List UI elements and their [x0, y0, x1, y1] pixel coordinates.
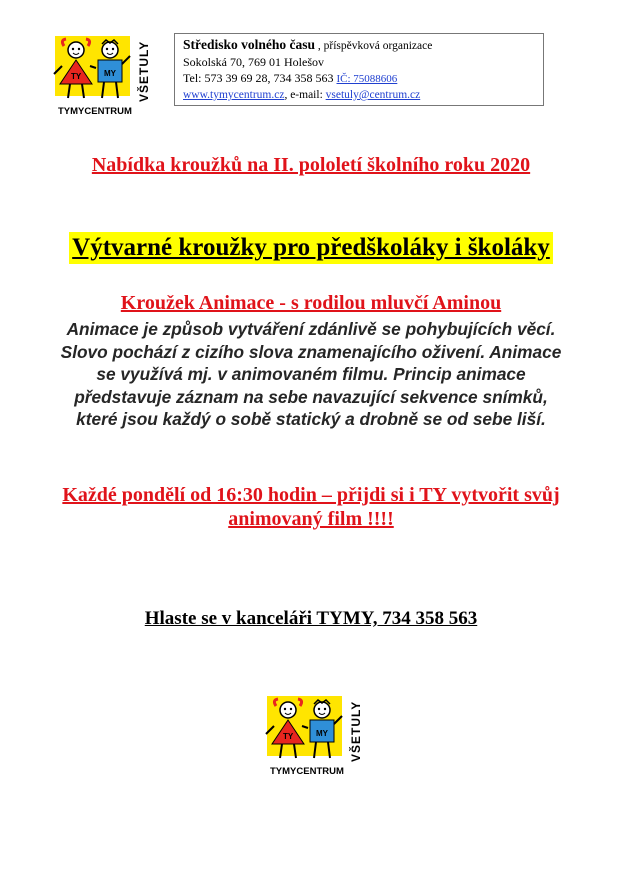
logo-bottom-text: TYMYCENTRUM [58, 106, 132, 117]
offer-title: Nabídka kroužků na II. pololetí školního roku 2020 [91, 154, 531, 176]
phone-line [183, 70, 535, 87]
email-link[interactable]: vsetuly@centrum.cz [325, 89, 421, 101]
logo-side-text: VŠETULY [349, 700, 363, 762]
tymycentrum-logo-bottom [262, 690, 370, 780]
course-description: Animace je způsob vytváření zdánlivě se pohybujících věcí. Slovo pochází z cizího slova znamenajícího oživení. Animace se využívá mj. v animovaném filmu. Princip animace představuje záznam na sebe navazující sekvence snímků, které jsou každý o sobě statický a drobně se od sebe liší. [60, 319, 562, 430]
org-name: Středisko volného času [183, 37, 316, 52]
girl-head-icon [280, 702, 296, 718]
logo-ty-text: TY [283, 732, 294, 741]
section-title-wrap [0, 232, 622, 264]
logo-ty-text: TY [71, 72, 82, 81]
org-type: , příspěvková organizace [315, 40, 433, 52]
contact-line: Hlaste se v kanceláři TYMY, 734 358 563 [144, 608, 478, 629]
web-line [183, 87, 535, 103]
course-title: Kroužek Animace - s rodilou mluvčí Aminou [120, 292, 502, 314]
tymycentrum-logo [50, 30, 158, 120]
email-label: , e-mail: [284, 89, 326, 101]
logo-my-text: MY [104, 69, 116, 78]
course-schedule: Každé pondělí od 16:30 hodin – přijdi si i TY vytvořit svůj animovaný film !!!! [62, 484, 560, 530]
logo-bottom-text: TYMYCENTRUM [270, 766, 344, 777]
website-link[interactable]: www.tymycentrum.cz [183, 89, 285, 101]
girl-head-icon [68, 42, 84, 58]
boy-head-icon [102, 42, 118, 58]
organization-info-box [174, 33, 544, 106]
logo-my-text: MY [316, 729, 328, 738]
org-address: Sokolská 70, 769 01 Holešov [183, 55, 324, 69]
section-title: Výtvarné kroužky pro předškoláky i školáky [69, 232, 553, 264]
boy-head-icon [314, 702, 330, 718]
org-line [183, 37, 535, 54]
logo-side-text: VŠETULY [137, 40, 151, 102]
org-phones: Tel: 573 39 69 28, 734 358 563 [183, 71, 337, 85]
org-ico-link[interactable]: IČ: 75088606 [336, 73, 398, 85]
